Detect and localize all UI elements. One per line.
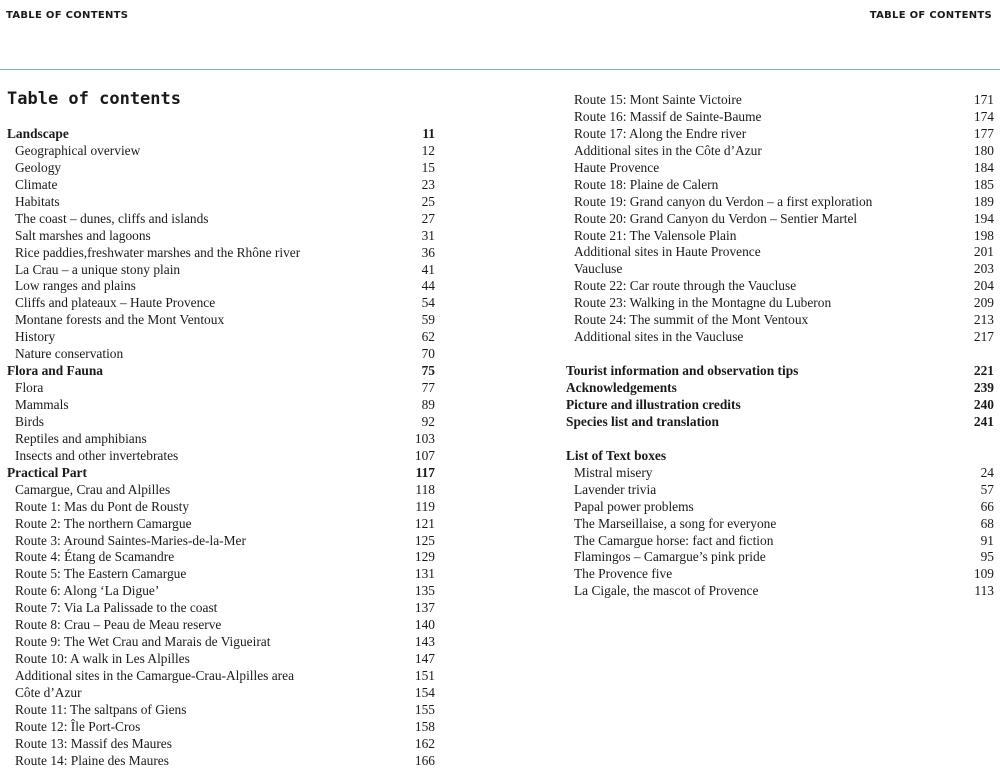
toc-entry-page-number: 36 [421,244,435,260]
toc-entry-label: Cliffs and plateaux – Haute Provence [15,295,216,311]
toc-entry-label: Route 24: The summit of the Mont Ventoux [574,312,809,328]
toc-entry-page-number: 143 [414,634,435,650]
toc-entry-label: Route 15: Mont Sainte Victoire [574,92,742,107]
toc-entry [7,736,435,753]
toc-entry [7,702,435,719]
toc-entry [566,143,994,160]
toc-entry-label: Route 8: Crau – Peau de Meau reserve [15,617,222,633]
toc-entry [566,549,994,566]
toc-entry-label: Flora [15,380,44,396]
toc-left-column [7,88,435,770]
toc-entry-page-number: 119 [415,498,435,514]
toc-entry-label: Reptiles and amphibians [15,430,147,446]
toc-entry [566,482,994,499]
toc-entry-label: Route 20: Grand Canyon du Verdon – Sentier Martel [574,210,858,226]
toc-entry [7,160,435,177]
toc-entry-label: Haute Provence [574,159,660,175]
toc-entry-page-number: 24 [980,464,994,480]
toc-entry-label: Habitats [15,193,60,209]
toc-entry [7,583,435,600]
toc-entry [7,211,435,228]
toc-entry-label: Rice paddies,freshwater marshes and the Rhône river [15,244,301,260]
toc-entry [7,634,435,651]
toc-entry-page-number: 217 [973,329,994,345]
toc-entry-page-number: 203 [973,261,994,277]
toc-entry-label: Route 6: Along ‘La Digue’ [15,583,160,599]
toc-entry [7,245,435,262]
toc-entry-page-number: 158 [414,718,435,734]
toc-entry-page-number: 184 [973,159,994,175]
toc-entry-page-number: 77 [421,380,435,396]
toc-entry-label: Route 21: The Valensole Plain [574,227,737,243]
toc-entry [7,499,435,516]
toc-entry [7,617,435,634]
toc-entry [7,549,435,566]
toc-entry-label: Nature conservation [15,346,124,362]
toc-entry-label: Route 19: Grand canyon du Verdon – a first exploration [574,193,873,209]
toc-entry-page-number: 70 [421,346,435,362]
toc-entry-page-number: 25 [421,193,435,209]
toc-entry [566,92,994,109]
toc-entry [7,278,435,295]
toc-entry [7,414,435,431]
toc-entry [7,668,435,685]
toc-entry-page-number: 103 [414,430,435,446]
toc-entry-label: Additional sites in the Vaucluse [574,329,744,345]
toc-entry-page-number: 135 [414,583,435,599]
toc-entry-page-number: 117 [415,464,435,480]
toc-entry [7,228,435,245]
toc-entry-label: Geology [15,159,62,175]
toc-entry-label: Camargue, Crau and Alpilles [15,481,171,497]
toc-entry [7,685,435,702]
toc-section-heading [566,397,994,414]
toc-entry-page-number: 113 [974,583,994,599]
toc-entry [7,600,435,617]
toc-entry [7,397,435,414]
section-spacer [566,346,994,363]
toc-entry-label: Mammals [15,397,69,412]
toc-entry [7,448,435,465]
toc-entry-page-number: 162 [414,735,435,751]
toc-section-heading [566,414,994,431]
toc-entry [7,431,435,448]
toc-entry-page-number: 31 [421,227,435,243]
toc-entry-label: Papal power problems [574,498,694,514]
toc-entry-label: Route 22: Car route through the Vaucluse [574,278,797,294]
toc-entry-label: The Camargue horse: fact and fiction [574,532,774,548]
toc-entry-page-number: 189 [973,193,994,209]
toc-entry [566,499,994,516]
toc-entry-label: Flamingos – Camargue’s pink pride [574,549,766,565]
toc-entry-label: Route 13: Massif des Maures [15,735,172,751]
toc-entry [7,312,435,329]
toc-entry [7,295,435,312]
toc-entry [7,482,435,499]
toc-entry-list-left [7,126,435,770]
section-spacer [566,431,994,448]
toc-entry-label: Picture and illustration credits [566,396,741,412]
toc-entry [566,211,994,228]
toc-entry-label: Montane forests and the Mont Ventoux [15,312,225,328]
toc-entry-label: Flora and Fauna [7,363,103,379]
toc-entry-label: The coast – dunes, cliffs and islands [15,210,209,226]
toc-entry-page-number: 151 [414,668,435,683]
toc-entry-page-number: 147 [414,651,435,667]
toc-entry [566,194,994,211]
toc-entry-label: Additional sites in Haute Provence [574,244,761,260]
toc-entry-page-number: 66 [980,498,994,514]
toc-entry-label: Geographical overview [15,142,141,158]
toc-entry-page-number: 129 [414,549,435,565]
toc-section-heading [566,380,994,397]
toc-entry [7,329,435,346]
toc-entry-label: Route 1: Mas du Pont de Rousty [15,498,190,514]
toc-entry-label: Lavender trivia [574,481,657,497]
toc-entry [566,261,994,278]
toc-section-heading [7,126,435,143]
toc-entry-page-number: 75 [421,363,435,379]
toc-entry-label: Route 16: Massif de Sainte-Baume [574,108,762,124]
toc-entry [7,516,435,533]
toc-entry-label: Route 12: Île Port-Cros [15,718,141,734]
toc-entry-label: Route 7: Via La Palissade to the coast [15,600,218,616]
toc-entry-label: Route 23: Walking in the Montagne du Luberon [574,295,832,311]
toc-section-heading [566,363,994,380]
toc-entry [566,465,994,482]
toc-entry-page-number: 27 [421,210,435,226]
toc-entry [7,194,435,211]
toc-entry-label: Vaucluse [574,261,623,277]
toc-entry-page-number: 62 [421,329,435,345]
toc-entry [7,262,435,279]
toc-entry [566,533,994,550]
toc-entry-page-number: 125 [414,532,435,548]
toc-entry-label: Species list and translation [566,413,719,429]
toc-entry [7,719,435,736]
toc-entry [566,228,994,245]
toc-entry-page-number: 92 [421,413,435,429]
toc-entry-label: Route 11: The saltpans of Giens [15,701,187,717]
toc-entry [566,177,994,194]
toc-entry-page-number: 154 [414,684,435,700]
toc-entry-page-number: 166 [414,752,435,768]
toc-entry-label: Acknowledgements [566,380,677,395]
toc-entry-page-number: 91 [980,532,994,548]
toc-entry [7,177,435,194]
toc-entry-page-number: 171 [973,92,994,107]
toc-entry-label: Route 10: A walk in Les Alpilles [15,651,190,667]
toc-entry-label: Route 5: The Eastern Camargue [15,566,187,582]
toc-entry [7,143,435,160]
toc-entry-label: Route 14: Plaine des Maures [15,752,169,768]
toc-entry-page-number: 109 [973,566,994,582]
toc-entry-label: Insects and other invertebrates [15,447,179,463]
toc-section-heading [566,448,994,465]
toc-entry-page-number: 59 [421,312,435,328]
toc-entry-page-number: 194 [973,210,994,226]
toc-entry-label: Route 2: The northern Camargue [15,515,192,531]
toc-entry-page-number: 41 [421,261,435,277]
toc-entry [7,566,435,583]
toc-entry-label: La Cigale, the mascot of Provence [574,583,759,599]
toc-entry [7,533,435,550]
toc-entry [566,516,994,533]
page-title: Table of contents [7,89,181,109]
toc-entry-page-number: 131 [414,566,435,582]
toc-entry-label: Climate [15,176,58,192]
toc-entry-page-number: 140 [414,617,435,633]
toc-entry-label: Côte d’Azur [15,684,82,700]
toc-entry-page-number: 198 [973,227,994,243]
toc-entry [566,126,994,143]
toc-entry-page-number: 155 [414,701,435,717]
toc-entry-page-number: 201 [973,244,994,260]
toc-entry-label: Birds [15,413,45,429]
toc-entry-page-number: 57 [980,481,994,497]
toc-entry-label: Route 4: Étang de Scamandre [15,549,175,565]
toc-entry [566,278,994,295]
toc-entry [7,346,435,363]
toc-entry [7,651,435,668]
toc-right-column [566,92,994,600]
toc-entry-page-number: 54 [421,295,435,311]
toc-entry-page-number: 221 [973,363,994,379]
toc-entry-label: Route 3: Around Saintes-Maries-de-la-Mer [15,532,246,548]
toc-entry [566,583,994,600]
header-rule [0,69,1000,70]
toc-entry-page-number: 11 [422,126,435,141]
toc-entry-page-number: 68 [980,515,994,531]
toc-entry-list-right [566,92,994,600]
toc-entry [566,160,994,177]
toc-entry-label: Salt marshes and lagoons [15,227,151,243]
toc-entry-label: History [15,329,56,345]
toc-entry-page-number: 209 [973,295,994,311]
toc-entry-page-number: 23 [421,176,435,192]
toc-entry-label: Mistral misery [574,464,653,480]
toc-entry [566,312,994,329]
running-head-left: TABLE OF CONTENTS [6,10,129,21]
toc-entry-label: Practical Part [7,464,87,480]
toc-entry-page-number: 174 [973,108,994,124]
toc-entry [7,380,435,397]
toc-entry-page-number: 107 [414,447,435,463]
toc-entry-page-number: 185 [973,176,994,192]
toc-entry [566,295,994,312]
toc-entry-page-number: 213 [973,312,994,328]
toc-entry [566,244,994,261]
toc-entry-page-number: 204 [973,278,994,294]
toc-entry-page-number: 240 [973,396,994,412]
toc-entry-label: Additional sites in the Camargue-Crau-Alpilles area [15,668,295,683]
toc-entry-page-number: 137 [414,600,435,616]
toc-entry [7,753,435,770]
toc-entry-page-number: 121 [414,515,435,531]
toc-section-heading [7,465,435,482]
toc-entry-page-number: 89 [421,397,435,412]
toc-entry-page-number: 118 [415,481,435,497]
toc-entry-page-number: 44 [421,278,435,294]
toc-entry-label: Low ranges and plains [15,278,136,294]
toc-entry-page-number: 177 [973,125,994,141]
toc-entry-label: Route 17: Along the Endre river [574,125,747,141]
toc-entry-page-number: 15 [421,159,435,175]
toc-section-heading [7,363,435,380]
toc-entry-page-number: 95 [980,549,994,565]
toc-entry-label: Additional sites in the Côte d’Azur [574,142,762,158]
toc-entry-label: Route 9: The Wet Crau and Marais de Vigueirat [15,634,271,650]
toc-entry-label: La Crau – a unique stony plain [15,261,181,277]
toc-entry-label: List of Text boxes [566,447,667,463]
toc-entry-page-number: 180 [973,142,994,158]
toc-entry-page-number: 239 [973,380,994,395]
toc-entry-label: Route 18: Plaine de Calern [574,176,719,192]
running-head-right: TABLE OF CONTENTS [869,10,992,21]
toc-entry [566,109,994,126]
toc-entry-label: The Marseillaise, a song for everyone [574,515,777,531]
toc-entry-label: The Provence five [574,566,673,582]
toc-entry-label: Landscape [7,126,69,141]
toc-entry-page-number: 12 [421,142,435,158]
toc-entry-page-number: 241 [973,413,994,429]
toc-entry [566,329,994,346]
toc-entry-label: Tourist information and observation tips [566,363,799,379]
toc-entry [566,566,994,583]
